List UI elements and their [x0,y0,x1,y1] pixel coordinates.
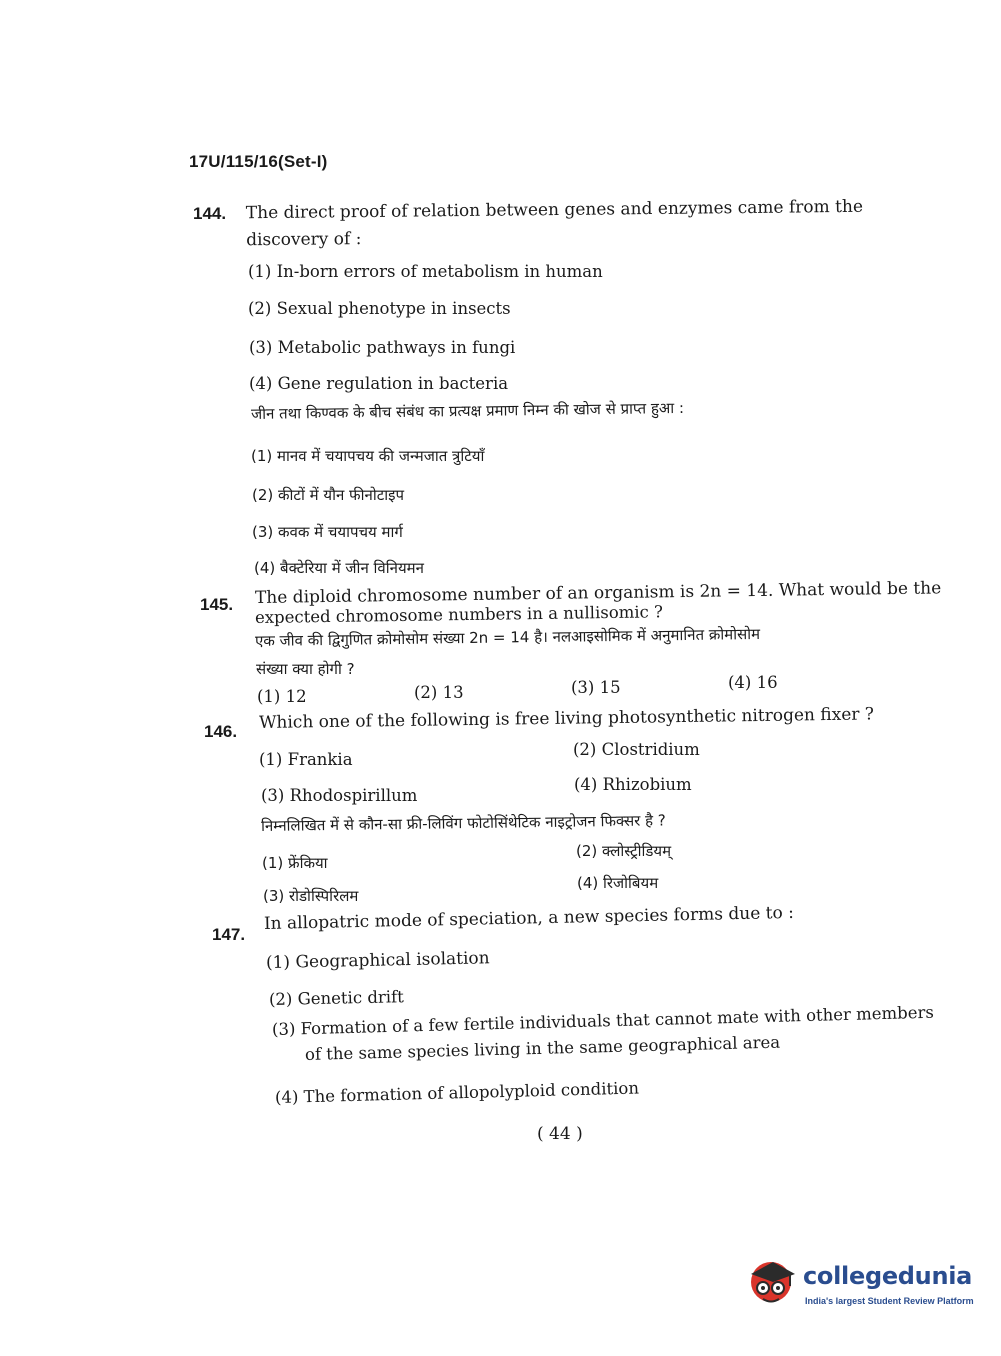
question-146-number: 146. [204,722,238,741]
question-144-option-3-hi: (3) कवक में चयापचय मार्ग [252,523,403,541]
question-144-option-4-en: (4) Gene regulation in bacteria [249,374,509,393]
question-147-option-3-line2: of the same species living in the same geographical area [304,1032,781,1064]
question-147-number: 147. [212,925,246,944]
logo-tagline: India's largest Student Review Platform [805,1296,974,1306]
question-146-option-3-en: (3) Rhodospirillum [261,786,418,805]
question-146-option-3-hi: (3) रोडोस्पिरिलम [263,887,359,905]
question-145-text-hi-line1: एक जीव की द्विगुणित क्रोमोसोम संख्या 2n = 14 है। नलआइसोमिक में अनुमानित क्रोमोसोम [254,624,761,650]
question-147-option-4: (4) The formation of allopolyploid condition [274,1078,640,1107]
question-146-option-2-en: (2) Clostridium [573,740,700,759]
question-147-option-2: (2) Genetic drift [268,987,404,1009]
question-145-option-1: (1) 12 [257,687,307,706]
question-145-option-4: (4) 16 [728,673,778,692]
question-144-option-2-hi: (2) कीटों में यौन फीनोटाइप [252,486,405,504]
question-145-option-3: (3) 15 [571,678,621,697]
question-144-option-2-en: (2) Sexual phenotype in insects [248,299,511,318]
question-145-text-en-line2: expected chromosome numbers in a nullisomic ? [254,602,664,627]
question-145-option-2: (2) 13 [414,683,464,702]
question-145-text-en-line1: The diploid chromosome number of an organism is 2n = 14. What would be the [254,578,942,608]
question-144-option-1-en: (1) In-born errors of metabolism in human [248,262,603,281]
question-144-text-hi: जीन तथा किण्वक के बीच संबंध का प्रत्यक्ष प्रमाण निम्न की खोज से प्राप्त हुआ : [250,398,685,423]
question-146-option-4-en: (4) Rhizobium [574,775,692,794]
mascot-icon [743,1252,801,1310]
collegedunia-logo [743,1252,973,1312]
question-146-text-en: Which one of the following is free living photosynthetic nitrogen fixer ? [258,704,875,733]
question-144-number: 144. [193,204,227,223]
question-146-option-1-hi: (1) फ्रेंकिया [262,854,328,872]
question-144-option-1-hi: (1) मानव में चयापचय की जन्मजात त्रुटियाँ [251,447,485,465]
question-144-option-4-hi: (4) बैक्टेरिया में जीन विनियमन [254,559,424,577]
question-146-option-2-hi: (2) क्लोस्ट्रीडियम् [576,842,672,860]
paper-code: 17U/115/16(Set-I) [189,152,328,171]
question-144-text-en: The direct proof of relation between genes and enzymes came from the discovery of : [245,196,864,251]
question-146-text-hi: निम्नलिखित में से कौन-सा फ्री-लिविंग फोटोसिंथेटिक नाइट्रोजन फिक्सर है ? [260,811,666,835]
logo-wordmark: collegedunia [803,1262,973,1290]
question-145-text-hi-line2: संख्या क्या होगी ? [256,660,355,678]
question-145-number: 145. [200,595,234,614]
question-147-text-en: In allopatric mode of speciation, a new species forms due to : [263,902,795,934]
question-147-option-3-line1: (3) Formation of a few fertile individuals that cannot mate with other members [271,1002,935,1039]
question-146-option-4-hi: (4) रिजोबियम [577,874,659,892]
question-146-option-1-en: (1) Frankia [259,750,353,769]
page-number: ( 44 ) [537,1124,583,1144]
question-144-option-3-en: (3) Metabolic pathways in fungi [249,338,516,357]
question-147-option-1: (1) Geographical isolation [265,948,490,973]
